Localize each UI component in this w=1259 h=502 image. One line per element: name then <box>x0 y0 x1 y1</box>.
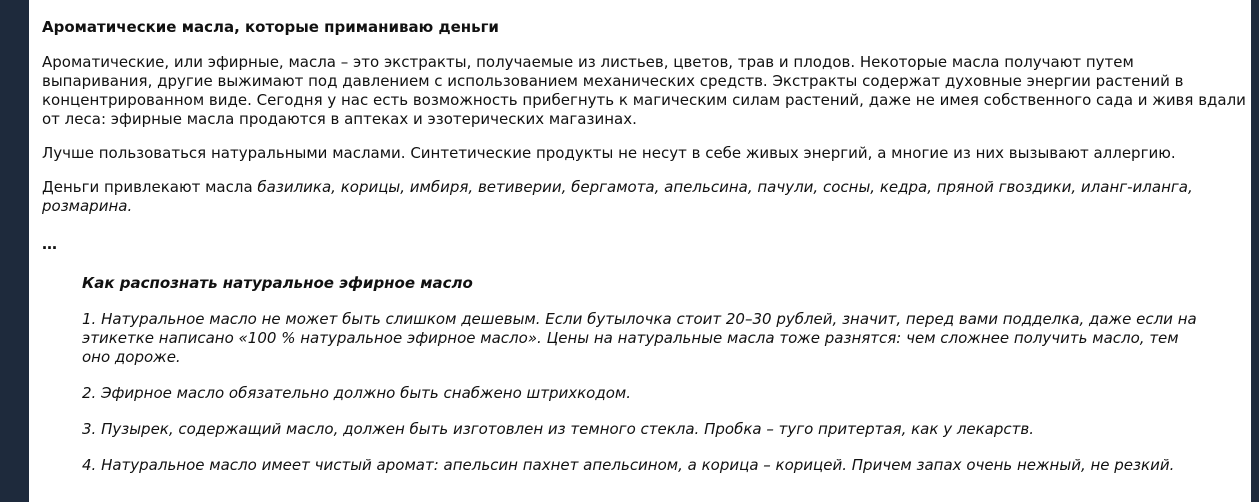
article-content <box>42 0 1247 475</box>
page-panel <box>29 0 1251 502</box>
quote-item: 2. Эфирное масло обязательно должно быть снабжено штрихкодом. <box>82 384 631 402</box>
quote-block <box>82 274 1202 475</box>
paragraph-intro: Ароматические, или эфирные, масла – это экстракты, получаемые из листьев, цветов, трав и плодов. Некоторые масла получают путем выпаривания, другие выжимают под давлением с использованием механических средств. Экстракты содержат духовные энергии растений в концентрированном виде. Сегодня у нас есть возможность прибегнуть к магическим силам растений, даже не имея собственного сада и живя вдали от леса: эфирные масла продаются в аптеках и эзотерических магазинах. <box>42 53 1246 128</box>
quote-title: Как распознать натуральное эфирное масло <box>82 274 473 292</box>
paragraph-money-oils <box>42 178 1247 216</box>
article-title: Ароматические масла, которые приманиваю деньги <box>42 18 499 36</box>
quote-item: 1. Натуральное масло не может быть слишком дешевым. Если бутылочка стоит 20–30 рублей, значит, перед вами подделка, даже если на этикетке написано «100 % натуральное эфирное масло». Цены на натуральные масла тоже разнятся: чем сложнее получить масло, тем оно дороже. <box>82 310 1197 366</box>
paragraph-money-oils-lead: Деньги привлекают масла <box>42 178 258 196</box>
oil-list: базилика, корицы, имбиря, ветиверии, бергамота, апельсина, пачули, сосны, кедра, пряной гвоздики, иланг-иланга, розмарина. <box>42 178 1193 215</box>
quote-item: 3. Пузырек, содержащий масло, должен быть изготовлен из темного стекла. Пробка – туго притертая, как у лекарств. <box>82 420 1035 438</box>
ellipsis: … <box>42 235 57 253</box>
quote-item: 4. Натуральное масло имеет чистый аромат: апельсин пахнет апельсином, а корица – корицей. Причем запах очень нежный, не резкий. <box>82 456 1175 474</box>
paragraph-natural-oils: Лучше пользоваться натуральными маслами. Синтетические продукты не несут в себе живых энергий, а многие из них вызывают аллергию. <box>42 144 1176 162</box>
cut-off-previous-line <box>42 0 1247 4</box>
